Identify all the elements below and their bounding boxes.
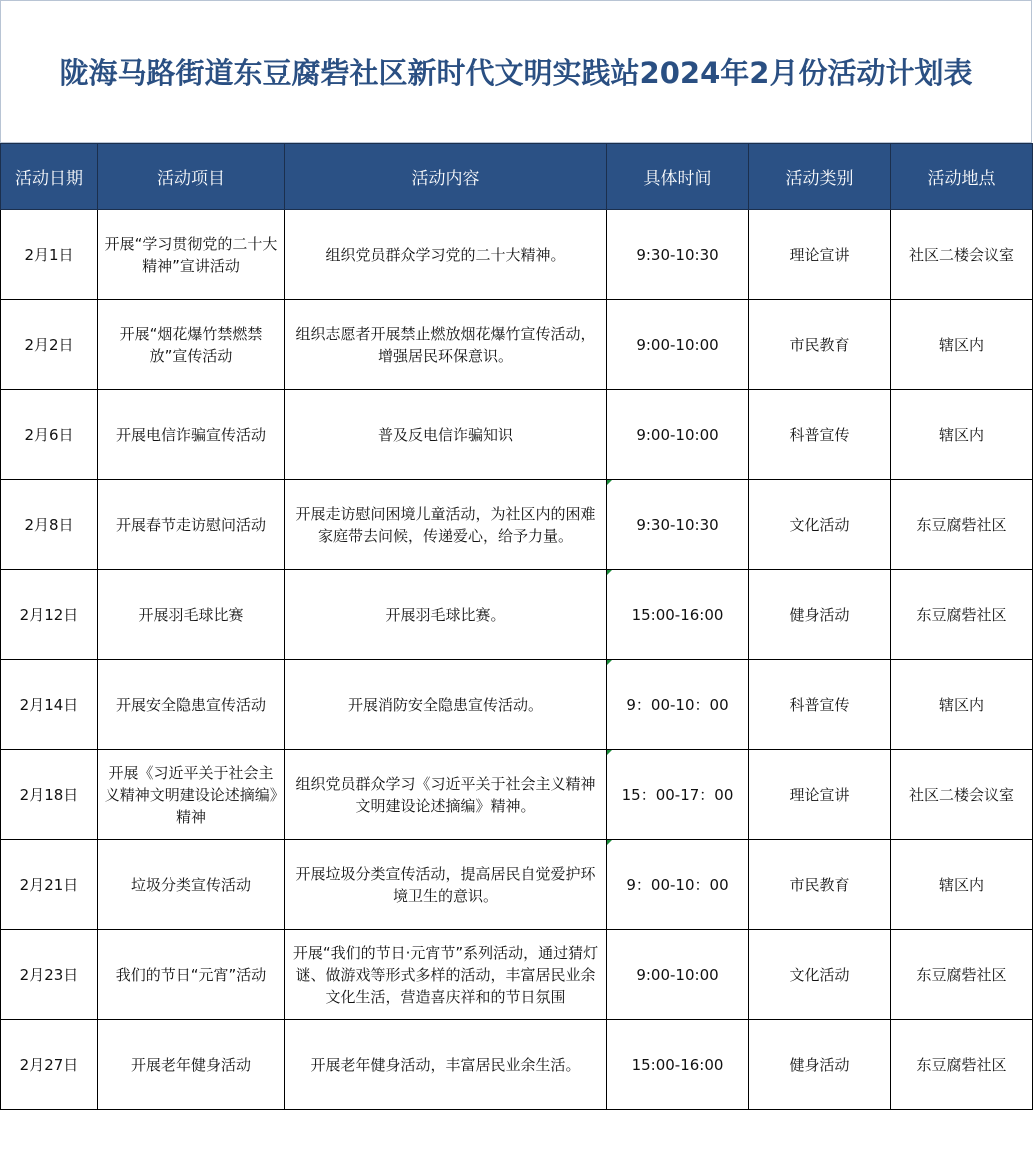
cell-place[interactable]: 辖区内	[891, 390, 1033, 480]
comment-marker-icon	[607, 840, 612, 845]
cell-category[interactable]: 科普宣传	[749, 390, 891, 480]
cell-category[interactable]: 健身活动	[749, 570, 891, 660]
cell-time-text: 9：00-10：00	[626, 875, 729, 894]
header-item[interactable]: 活动项目	[98, 144, 285, 210]
cell-time-text: 15:00-16:00	[631, 605, 724, 624]
cell-item[interactable]: 我们的节日“元宵”活动	[98, 930, 285, 1020]
header-date[interactable]: 活动日期	[1, 144, 98, 210]
cell-item[interactable]: 开展安全隐患宣传活动	[98, 660, 285, 750]
cell-category[interactable]: 健身活动	[749, 1020, 891, 1110]
comment-marker-icon	[607, 480, 612, 485]
cell-time[interactable]: 9:00-10:00	[607, 930, 749, 1020]
cell-content[interactable]: 组织志愿者开展禁止燃放烟花爆竹宣传活动，增强居民环保意识。	[285, 300, 607, 390]
cell-place[interactable]: 社区二楼会议室	[891, 750, 1033, 840]
cell-date[interactable]: 2月21日	[1, 840, 98, 930]
cell-date[interactable]: 2月6日	[1, 390, 98, 480]
table-row	[1, 1020, 1033, 1110]
cell-content-text: 开展“我们的节日·元宵节”系列活动，通过猜灯谜、做游戏等形式多样的活动，丰富居民业余文化生活，营造喜庆祥和的节日氛围	[292, 943, 599, 1006]
cell-item[interactable]: 开展电信诈骗宣传活动	[98, 390, 285, 480]
cell-category[interactable]: 文化活动	[749, 480, 891, 570]
cell-place[interactable]: 辖区内	[891, 840, 1033, 930]
cell-time-text: 9:30-10:30	[636, 515, 719, 534]
cell-place[interactable]: 东豆腐砦社区	[891, 1020, 1033, 1110]
cell-date[interactable]: 2月27日	[1, 1020, 98, 1110]
cell-item[interactable]: 垃圾分类宣传活动	[98, 840, 285, 930]
cell-content[interactable]: 开展走访慰问困境儿童活动，为社区内的困难家庭带去问候，传递爱心，给予力量。	[285, 480, 607, 570]
cell-time-text: 9：00-10：00	[626, 695, 729, 714]
cell-place[interactable]: 辖区内	[891, 300, 1033, 390]
header-time[interactable]: 具体时间	[607, 144, 749, 210]
cell-category[interactable]: 理论宣讲	[749, 210, 891, 300]
cell-category[interactable]: 理论宣讲	[749, 750, 891, 840]
cell-time[interactable]: 15:00-16:00	[607, 1020, 749, 1110]
cell-content[interactable]: 开展羽毛球比赛。	[285, 570, 607, 660]
comment-marker-icon	[607, 660, 612, 665]
comment-marker-icon	[607, 570, 612, 575]
page-title: 陇海马路街道东豆腐砦社区新时代文明实践站2024年2月份活动计划表	[59, 56, 973, 90]
comment-marker-icon	[607, 750, 612, 755]
cell-content[interactable]: 开展垃圾分类宣传活动，提高居民自觉爱护环境卫生的意识。	[285, 840, 607, 930]
table-row	[1, 480, 1033, 570]
cell-category[interactable]: 文化活动	[749, 930, 891, 1020]
cell-item[interactable]: 开展春节走访慰问活动	[98, 480, 285, 570]
cell-time[interactable]: 9:00-10:00	[607, 390, 749, 480]
cell-item[interactable]: 开展羽毛球比赛	[98, 570, 285, 660]
cell-time[interactable]	[607, 750, 749, 840]
cell-item[interactable]: 开展“烟花爆竹禁燃禁放”宣传活动	[98, 300, 285, 390]
cell-content[interactable]: 普及反电信诈骗知识	[285, 390, 607, 480]
cell-date[interactable]: 2月8日	[1, 480, 98, 570]
cell-time[interactable]	[607, 660, 749, 750]
table-row	[1, 930, 1033, 1020]
cell-category[interactable]: 科普宣传	[749, 660, 891, 750]
table-row	[1, 570, 1033, 660]
cell-date[interactable]: 2月2日	[1, 300, 98, 390]
cell-item[interactable]: 开展“学习贯彻党的二十大精神”宣讲活动	[98, 210, 285, 300]
cell-content[interactable]	[285, 930, 607, 1020]
cell-category[interactable]: 市民教育	[749, 300, 891, 390]
cell-category[interactable]: 市民教育	[749, 840, 891, 930]
cell-content[interactable]: 组织党员群众学习党的二十大精神。	[285, 210, 607, 300]
header-place[interactable]: 活动地点	[891, 144, 1033, 210]
title-cell	[0, 0, 1032, 143]
cell-time[interactable]: 9:30-10:30	[607, 210, 749, 300]
table-row	[1, 750, 1033, 840]
table-row	[1, 210, 1033, 300]
header-row	[1, 144, 1033, 210]
cell-content[interactable]: 组织党员群众学习《习近平关于社会主义精神文明建设论述摘编》精神。	[285, 750, 607, 840]
header-content[interactable]: 活动内容	[285, 144, 607, 210]
header-category[interactable]: 活动类别	[749, 144, 891, 210]
cell-time[interactable]	[607, 570, 749, 660]
cell-place[interactable]: 辖区内	[891, 660, 1033, 750]
table-row	[1, 660, 1033, 750]
cell-content[interactable]: 开展消防安全隐患宣传活动。	[285, 660, 607, 750]
cell-date[interactable]: 2月1日	[1, 210, 98, 300]
cell-place[interactable]: 社区二楼会议室	[891, 210, 1033, 300]
cell-item[interactable]: 开展《习近平关于社会主义精神文明建设论述摘编》精神	[98, 750, 285, 840]
cell-content[interactable]: 开展老年健身活动，丰富居民业余生活。	[285, 1020, 607, 1110]
cell-time[interactable]: 9:00-10:00	[607, 300, 749, 390]
cell-date[interactable]: 2月14日	[1, 660, 98, 750]
cell-place[interactable]: 东豆腐砦社区	[891, 930, 1033, 1020]
cell-time-text: 15：00-17：00	[621, 785, 734, 804]
cell-date[interactable]: 2月12日	[1, 570, 98, 660]
table-row	[1, 840, 1033, 930]
table-row	[1, 390, 1033, 480]
cell-item[interactable]: 开展老年健身活动	[98, 1020, 285, 1110]
cell-date[interactable]: 2月23日	[1, 930, 98, 1020]
cell-time[interactable]	[607, 480, 749, 570]
activity-table	[0, 143, 1033, 1110]
table-row	[1, 300, 1033, 390]
cell-place[interactable]: 东豆腐砦社区	[891, 570, 1033, 660]
cell-place[interactable]: 东豆腐砦社区	[891, 480, 1033, 570]
cell-time[interactable]	[607, 840, 749, 930]
cell-date[interactable]: 2月18日	[1, 750, 98, 840]
